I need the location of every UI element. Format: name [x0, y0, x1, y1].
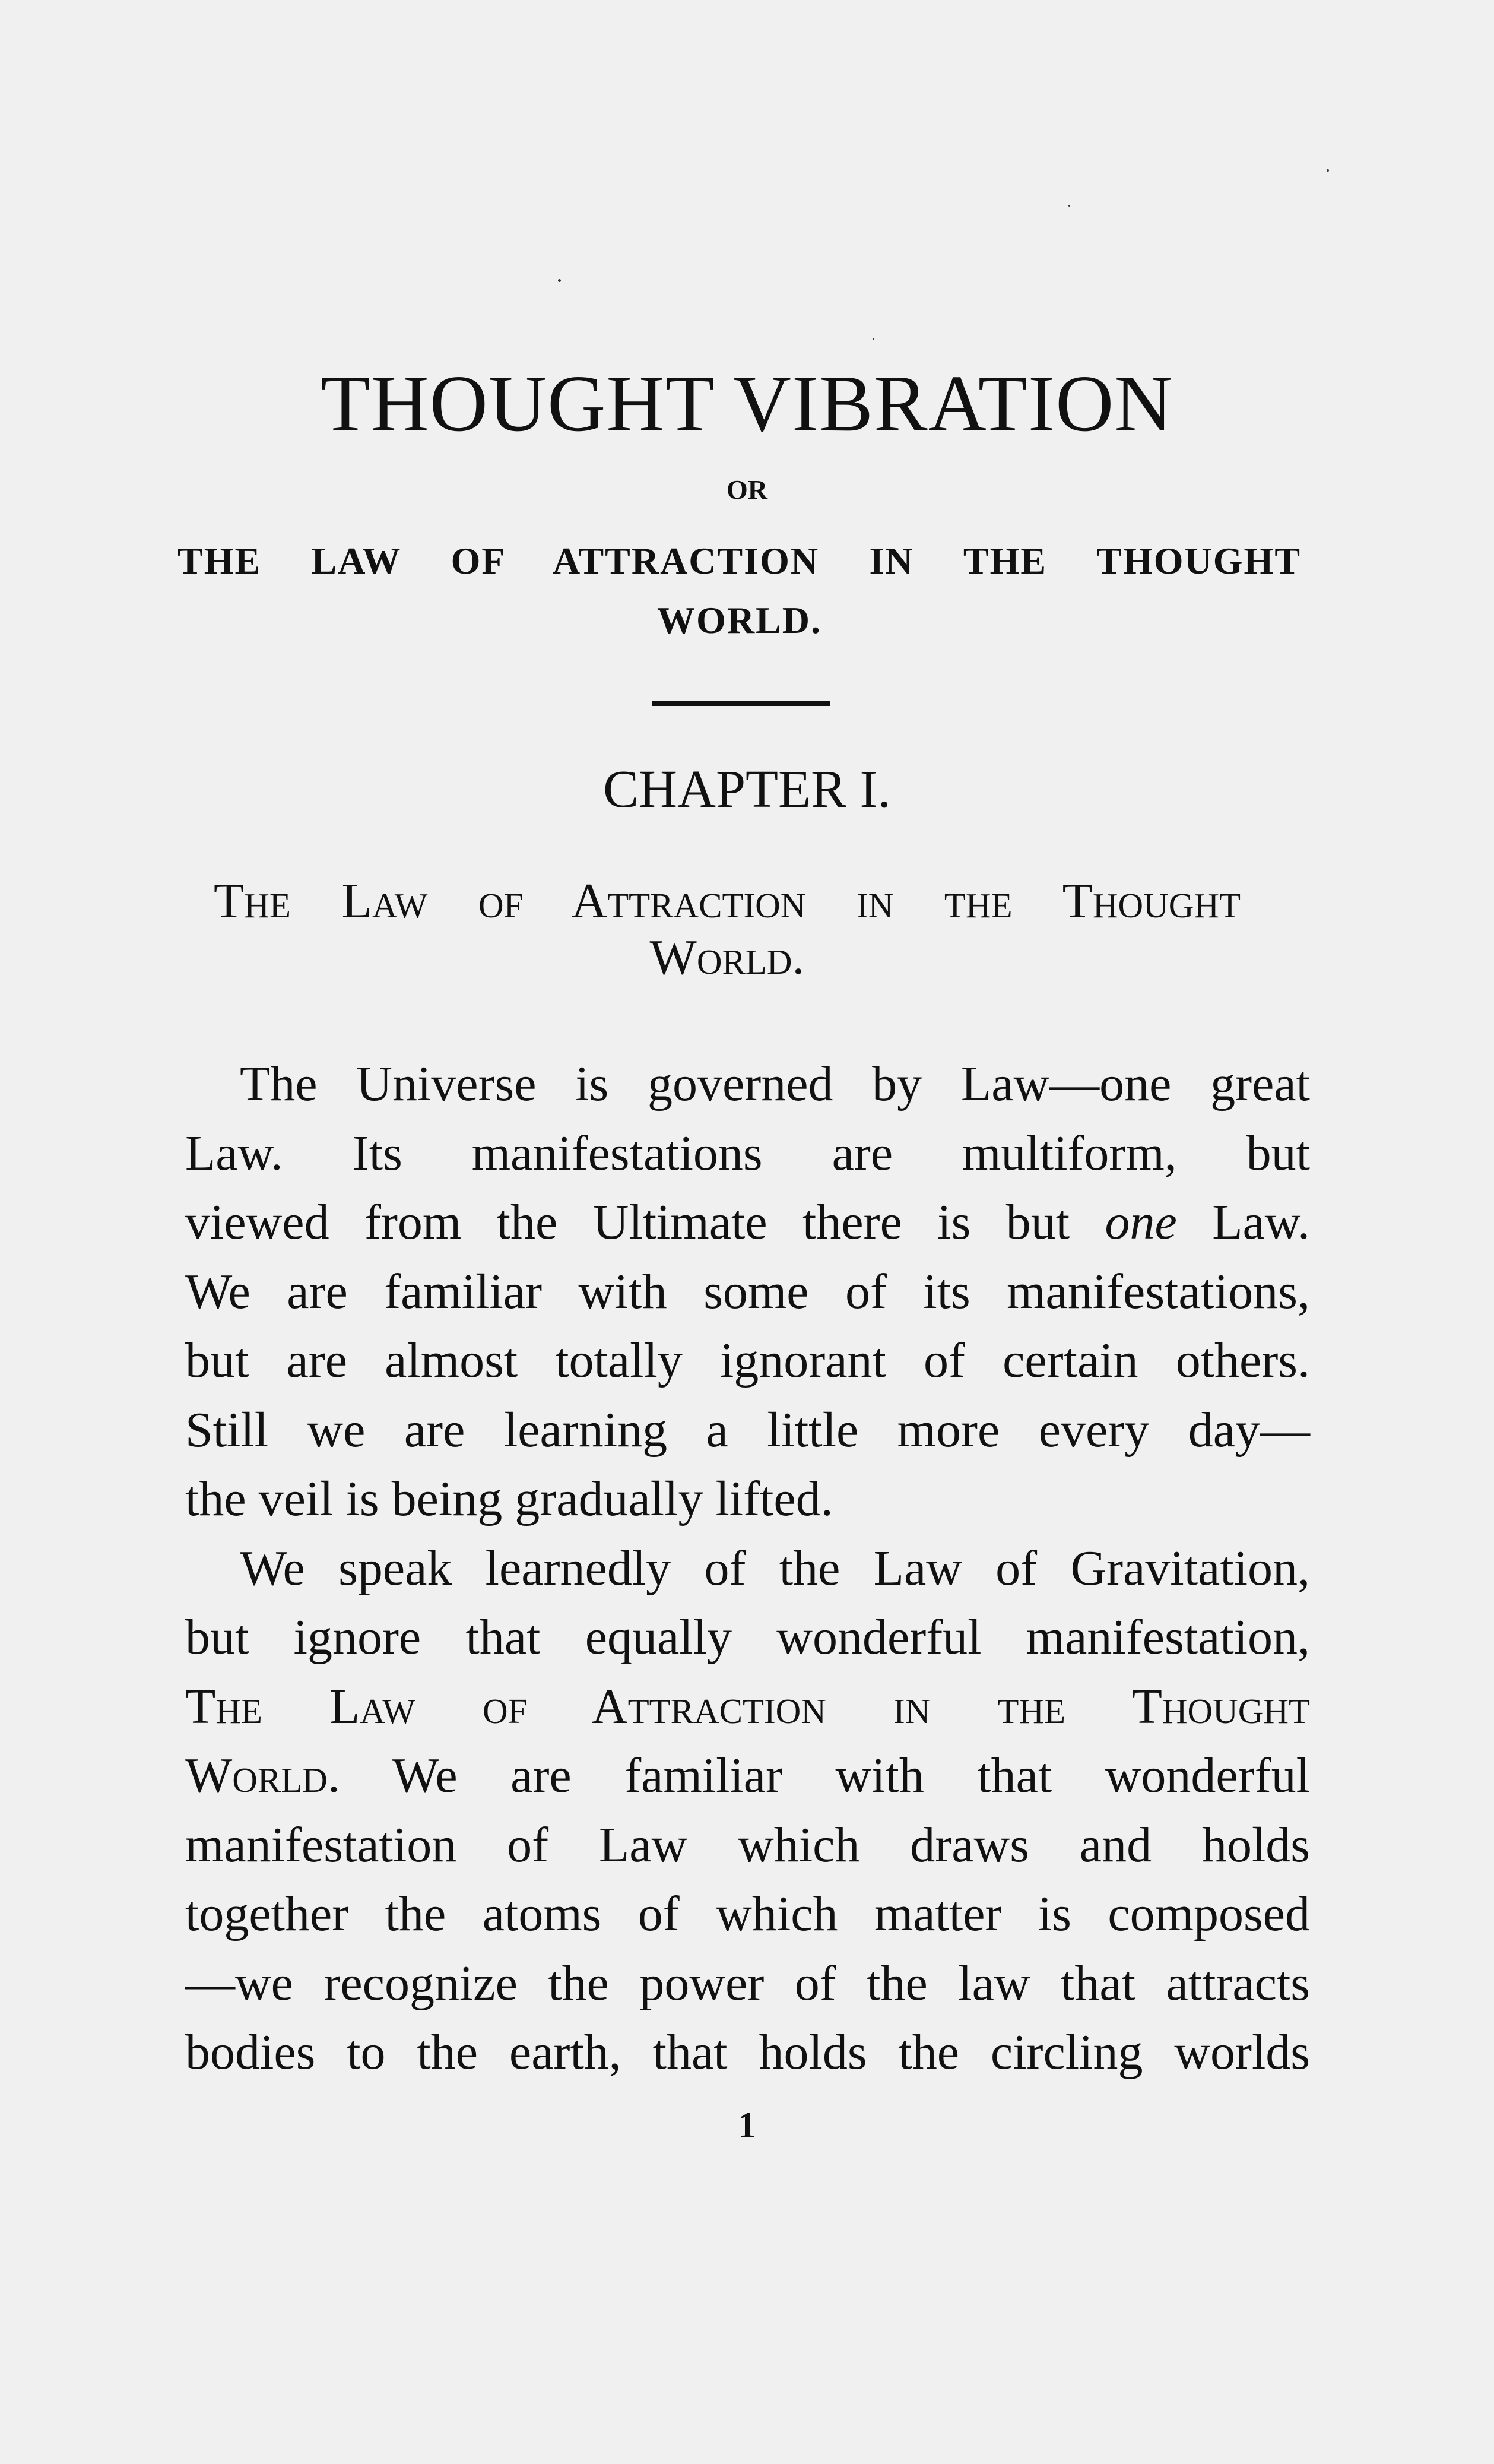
- small-caps-text: World.: [185, 1748, 340, 1803]
- text-segment: The Universe is governed by Law—one great: [240, 1056, 1310, 1111]
- subtitle-line-2: WORLD.: [657, 599, 821, 641]
- text-line: [185, 1258, 1310, 1327]
- text-line: [185, 1326, 1310, 1396]
- text-segment: Law.: [1176, 1195, 1310, 1250]
- text-line: [185, 1188, 1310, 1258]
- page-number: 1: [738, 2105, 756, 2146]
- text-segment: but are almost totally ignorant of certain others.: [185, 1333, 1310, 1388]
- scan-speck: [873, 338, 874, 340]
- text-line: [185, 1673, 1310, 1742]
- text-segment: We are familiar with that wonderful: [340, 1748, 1310, 1803]
- text-line: [185, 2018, 1310, 2088]
- subtitle-line-1: THE LAW OF ATTRACTION IN THE THOUGHT: [177, 540, 1301, 582]
- divider-rule: [652, 701, 830, 706]
- text-line: [185, 1119, 1310, 1189]
- text-line: [185, 1741, 1310, 1811]
- text-segment: bodies to the earth, that holds the circling worlds: [185, 2025, 1310, 2080]
- text-segment: We are familiar with some of its manifestations,: [185, 1263, 1310, 1319]
- scan-speck: [558, 279, 561, 282]
- book-title: THOUGHT VIBRATION: [321, 359, 1173, 448]
- text-line: [185, 1050, 1310, 1119]
- chapter-number: CHAPTER I.: [602, 760, 892, 819]
- book-subtitle: [177, 531, 1301, 650]
- text-segment: Law. Its manifestations are multiform, but: [185, 1125, 1310, 1181]
- chapter-title-line-1: The Law of Attraction in the Thought: [214, 873, 1241, 929]
- text-segment: together the atoms of which matter is composed: [185, 1886, 1310, 1942]
- text-line: [185, 1811, 1310, 1880]
- scan-speck: [1327, 169, 1329, 172]
- text-segment: We speak learnedly of the Law of Gravitation,: [240, 1540, 1310, 1596]
- emphasis-text: one: [1105, 1195, 1177, 1250]
- text-line: [185, 1465, 1310, 1534]
- text-segment: viewed from the Ultimate there is but: [185, 1195, 1105, 1250]
- text-segment: Still we are learning a little more every day—: [185, 1402, 1310, 1458]
- scan-speck: [1068, 205, 1070, 207]
- text-line: [185, 1396, 1310, 1465]
- text-line: [185, 1949, 1310, 2019]
- chapter-title-line-2: World.: [649, 930, 805, 985]
- text-line: [185, 1534, 1310, 1604]
- text-segment: manifestation of Law which draws and holds: [185, 1817, 1310, 1873]
- chapter-title: [214, 873, 1241, 986]
- text-segment: but ignore that equally wonderful manifestation,: [185, 1610, 1310, 1665]
- title-conjunction: OR: [727, 474, 767, 505]
- text-line: [185, 1880, 1310, 1949]
- small-caps-text: The Law of Attraction in the Thought: [185, 1678, 1310, 1734]
- body-text: [185, 1050, 1310, 2088]
- text-segment: —we recognize the power of the law that attracts: [185, 1955, 1310, 2011]
- text-line: [185, 1603, 1310, 1673]
- text-segment: the veil is being gradually lifted.: [185, 1471, 833, 1526]
